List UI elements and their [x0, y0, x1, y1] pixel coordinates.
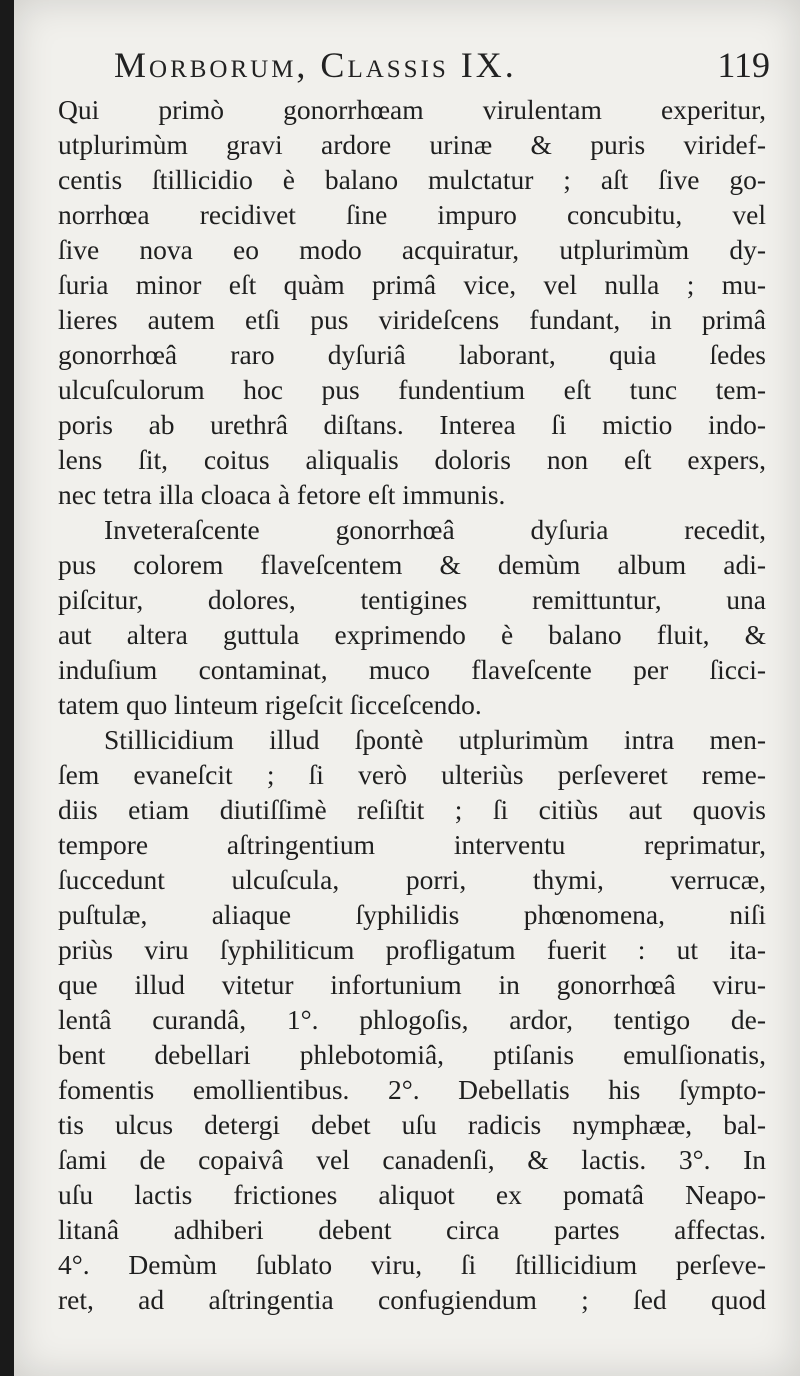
- text-line: Qui primò gonorrhœam virulentam experitur,: [58, 94, 766, 125]
- text-line: que illud vitetur infortunium in gonorrhœâ viru-: [58, 969, 766, 1000]
- book-page: [14, 0, 800, 1376]
- text-line: litanâ adhiberi debent circa partes affectas.: [58, 1214, 766, 1245]
- page-header: [114, 44, 770, 96]
- text-line: diis etiam diutiſſimè reſiſtit ; ſi citiùs aut quovis: [58, 794, 766, 825]
- text-line: centis ſtillicidio è balano mulctatur ; aſt ſive go-: [58, 164, 766, 195]
- text-line: lieres autem etſi pus virideſcens fundant, in primâ: [58, 304, 766, 335]
- text-line: 4°. Demùm ſublato viru, ſi ſtillicidium perſeve-: [58, 1249, 766, 1280]
- text-line: piſcitur, dolores, tentigines remittuntur, una: [58, 584, 766, 615]
- text-line: gonorrhœâ raro dyſuriâ laborant, quia ſedes: [58, 339, 766, 370]
- text-line: bent debellari phlebotomiâ, ptiſanis emulſionatis,: [58, 1039, 766, 1070]
- text-line: Stillicidium illud ſpontè utplurimùm intra men-: [104, 724, 766, 755]
- running-title: Morborum, Classis IX.: [114, 45, 517, 85]
- text-line: ſive nova eo modo acquiratur, utplurimùm dy-: [58, 234, 766, 265]
- text-line: lentâ curandâ, 1°. phlogoſis, ardor, tentigo de-: [58, 1004, 766, 1035]
- text-line: priùs viru ſyphiliticum profligatum fuerit : ut ita-: [58, 934, 766, 965]
- text-line: aut altera guttula exprimendo è balano fluit, &: [58, 619, 766, 650]
- text-line: ſami de copaivâ vel canadenſi, & lactis. 3°. In: [58, 1144, 766, 1175]
- page-number: 119: [717, 45, 770, 85]
- text-line: pus colorem flaveſcentem & demùm album adi-: [58, 549, 766, 580]
- text-line: nec tetra illa cloaca à fetore eſt immunis.: [58, 479, 506, 510]
- text-line: norrhœa recidivet ſine impuro concubitu, vel: [58, 199, 766, 230]
- text-line: uſu lactis frictiones aliquot ex pomatâ Neapo-: [58, 1179, 766, 1210]
- text-line: utplurimùm gravi ardore urinæ & puris viridef-: [58, 129, 766, 160]
- text-line: tempore aſtringentium interventu reprimatur,: [58, 829, 766, 860]
- paragraph: [58, 512, 766, 722]
- text-line: ret, ad aſtringentia confugiendum ; ſed quod: [58, 1284, 766, 1315]
- text-line: fomentis emollientibus. 2°. Debellatis his ſympto-: [58, 1074, 766, 1105]
- text-line: puſtulæ, aliaque ſyphilidis phœnomena, niſi: [58, 899, 766, 930]
- text-line: Inveteraſcente gonorrhœâ dyſuria recedit,: [104, 514, 766, 545]
- text-line: lens ſit, coitus aliqualis doloris non eſt expers,: [58, 444, 766, 475]
- text-line: ſuccedunt ulcuſcula, porri, thymi, verrucæ,: [58, 864, 766, 895]
- text-line: induſium contaminat, muco flaveſcente per ſicci-: [58, 654, 766, 685]
- paragraph: [58, 722, 766, 1317]
- text-line: tis ulcus detergi debet uſu radicis nymphææ, bal-: [58, 1109, 766, 1140]
- text-line: poris ab urethrâ diſtans. Interea ſi mictio indo-: [58, 409, 766, 440]
- text-line: ulcuſculorum hoc pus fundentium eſt tunc tem-: [58, 374, 766, 405]
- text-line: tatem quo linteum rigeſcit ſicceſcendo.: [58, 689, 482, 720]
- body-text: [58, 92, 766, 1317]
- paragraph: [58, 92, 766, 512]
- text-line: ſem evaneſcit ; ſi verò ulteriùs perſeveret reme-: [58, 759, 766, 790]
- text-line: ſuria minor eſt quàm primâ vice, vel nulla ; mu-: [58, 269, 766, 300]
